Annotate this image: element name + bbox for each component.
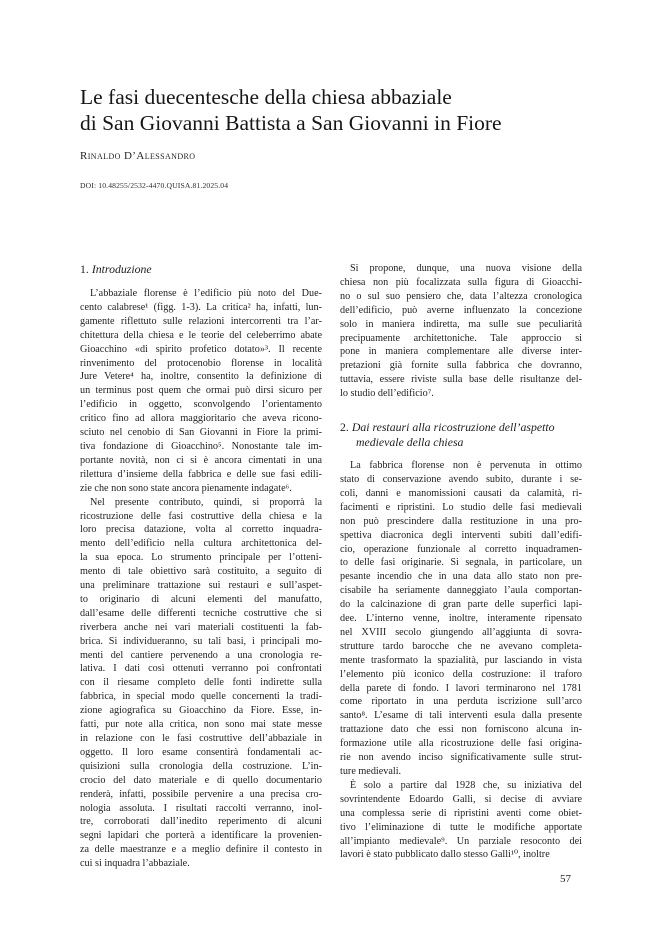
text-line: rinvenimento del protocenobio florense in località: [80, 357, 322, 369]
article-title: [80, 84, 600, 136]
text-line: sciuto nel cenobio di San Giovanni in Fiore la primi-: [80, 427, 322, 439]
page-number: 57: [560, 873, 571, 885]
right-column: [340, 262, 582, 862]
text-line: una complessa serie di ripristini aventi come obiet-: [340, 807, 582, 819]
text-line: tuttavia, essere riviste sulla base delle risultanze del-: [340, 374, 582, 386]
text-line: santo⁸. L’esame di tali interventi esula dalla presente: [340, 710, 582, 722]
text-line: precipuamente architettoniche. Tale approccio si: [340, 332, 582, 344]
text-line: za delle maestranze e a meglio definire il contesto in: [80, 844, 322, 856]
text-line: come riportato in una perduta iscrizione sull’arco: [340, 696, 582, 708]
text-line: pretazioni già fornite sulla fabbrica che dovranno,: [340, 360, 582, 372]
text-line: Jure Vetere⁴ ha, inoltre, consentito la definizione di: [80, 371, 322, 383]
text-line: pone in maniera complementare alle diverse inter-: [340, 346, 582, 358]
text-line: stato di conservazione avendo subito, durante i se-: [340, 473, 582, 485]
text-line: gamente riflettuto sulle relazioni intercorrenti tra l’ar-: [80, 315, 322, 327]
text-line: all’impianto medievale⁹. Un parziale resoconto dei: [340, 835, 582, 847]
section-1-text: [80, 287, 322, 871]
title-line: di San Giovanni Battista a San Giovanni in Fiore: [80, 111, 502, 135]
text-line: zie che non sono state ancora pienamente indagate⁶.: [80, 482, 292, 494]
text-line: un terminus post quem che ormai può dirsi sicuro per: [80, 385, 322, 397]
text-line: tiva fondazione di Gioacchino⁵. Nonostante tale im-: [80, 440, 322, 452]
title-line: Le fasi duecentesche della chiesa abbaziale: [80, 85, 452, 109]
text-line: chiesa non più focalizzata sulla figura di Gioacchi-: [340, 276, 582, 288]
text-line: formazione utile alla ricostruzione delle fasi origina-: [340, 738, 582, 750]
text-line: to delle fasi originarie. Si segnala, in particolare, un: [340, 557, 582, 569]
text-line: crocio del dato materiale e di quello documentario: [80, 774, 322, 786]
text-line: rie non avendo inciso significativamente sulle strut-: [340, 752, 582, 764]
text-line: L’abbaziale florense è l’edificio più noto del Due-: [90, 288, 322, 299]
text-line: in relazione con le fasi costruttive dell’abbaziale in: [80, 733, 322, 744]
text-line: lativa. I dati così ottenuti verranno poi confrontati: [80, 663, 322, 675]
text-line: fabbrica, in special modo quelle concernenti la tradi-: [80, 691, 322, 703]
text-line: fatti, pur note alla critica, non sono mai state messe: [80, 719, 322, 731]
text-line: con il riesame completo delle fonti indirette sulla: [80, 677, 322, 689]
text-line: della parete di fondo. I lavori terminarono nel 1781: [340, 682, 582, 694]
text-line: critico fino ad allora maggioritario che aveva ricono-: [80, 413, 322, 425]
text-line: pesante incendio che in una data allo stato non pre-: [340, 571, 582, 583]
text-line: sovrintendente Edoardo Galli, si decise di avviare: [340, 793, 582, 805]
text-line: do la calcinazione di gran parte delle superfici lapi-: [340, 599, 582, 611]
text-line: mento di tale obiettivo sarà costituito, a seguito di: [80, 566, 322, 578]
text-line: rilettura d’insieme della fabbrica e delle sue fasi edili-: [80, 468, 322, 480]
text-line: segni lapidari che porterà a identificare la provenien-: [80, 830, 322, 842]
text-line: Nel presente contributo, quindi, si proporrà la: [90, 496, 322, 508]
text-line: Si propone, dunque, una nuova visione della: [350, 263, 582, 274]
section-number: 1.: [80, 262, 89, 276]
doi: DOI: 10.48255/2532-4470.QUISA.81.2025.04: [80, 181, 229, 190]
text-line: riverbera anche nei vari materiali costituenti la fab-: [80, 621, 322, 633]
text-line: oggetto. Il loro esame consentirà fondamentali ac-: [80, 746, 322, 758]
left-column: [80, 262, 322, 871]
text-line: dell’edificio, può averne influenzato la concezione: [340, 304, 582, 316]
text-line: dall’esame delle differenti tecniche costruttive che si: [80, 607, 322, 619]
text-line: cisabile ha seriamente danneggiato l’aula comportan-: [340, 585, 582, 597]
text-line: solo in maniera indiretta, ma sulle sue peculiarità: [340, 318, 582, 330]
text-line: menti del cantiere pervenendo a una cronologia re-: [80, 649, 322, 661]
text-line: to originario di alcuni elementi del manufatto,: [80, 593, 322, 605]
text-line: l’edificio in oggetto, sconvolgendo l’orientamento: [80, 399, 322, 411]
text-line: cui si inquadra l’abbaziale.: [80, 858, 190, 870]
text-line: Gioacchino «di spirito profetico dotato»³. Il recente: [80, 343, 322, 355]
text-line: La fabbrica florense non è pervenuta in ottimo: [350, 460, 582, 472]
text-line: cio, operazione funzionale al corretto inquadramen-: [340, 543, 582, 555]
section-2-text: [340, 459, 582, 862]
text-line: brica. Si individueranno, su tali basi, i principali mo-: [80, 635, 322, 647]
text-line: portante novità, non ci si è ancora cimentati in una: [80, 454, 322, 466]
section-title: Dai restauri alla ricostruzione dell’aspetto medievale della chiesa: [351, 420, 555, 450]
section-1-continued-text: [340, 262, 582, 401]
author-name: Rinaldo D’Alessandro: [80, 150, 196, 162]
text-line: tivo l’eliminazione di tutte le modifiche apportate: [340, 821, 582, 833]
text-line: trattazione dato che essi non forniscono alcuna in-: [340, 724, 582, 736]
section-heading: [80, 262, 322, 277]
text-line: tre, corroborati dall’inedito reperimento di alcuni: [80, 816, 322, 828]
text-line: loro precisa datazione, volta al corretto inquadra-: [80, 524, 322, 536]
text-line: quisizioni sulla cronologia della costruzione. L’in-: [80, 760, 322, 772]
text-line: strutture tardo barocche che ne avevano completa-: [340, 640, 582, 652]
text-line: una preliminare trattazione sui restauri e sull’aspet-: [80, 580, 322, 592]
text-line: l’elemento più iconico della costruzione: il traforo: [340, 668, 582, 680]
section-number: 2.: [340, 420, 349, 435]
text-line: mente trasformato la spazialità, pur lasciando in vista: [340, 654, 582, 666]
text-line: non può prescindere dalla restituzione in una pro-: [340, 515, 582, 527]
text-line: nel XVIII secolo giungendo all’aggiunta di sovra-: [340, 626, 582, 638]
section-title: Introduzione: [91, 262, 152, 276]
text-line: mento dell’edificio nella cultura architettonica del-: [80, 538, 322, 550]
text-line: lavori è stato pubblicato dallo stesso Galli¹⁰, inoltre: [340, 849, 550, 861]
text-line: lo studio dell’edificio⁷.: [340, 388, 434, 400]
text-line: no o sul suo pensiero che, data l’altezza cronologica: [340, 290, 582, 302]
text-line: dee. L’interno venne, inoltre, interamente ripensato: [340, 613, 582, 625]
text-line: spettiva diacronica degli interventi subiti dall’edifi-: [340, 529, 582, 541]
text-line: chitettura della chiesa e le teorie del celeberrimo abate: [80, 329, 322, 341]
section-heading: [340, 420, 582, 450]
text-line: ricostruzione delle fasi costruttive della chiesa e la: [80, 510, 322, 522]
text-line: renderà, infatti, possibile pervenire a una precisa cro-: [80, 788, 322, 800]
text-line: cento calabrese¹ (figg. 1-3). La critica² ha, infatti, lun-: [80, 301, 322, 313]
text-line: facimenti e ripristini. Lo studio delle fasi medievali: [340, 501, 582, 513]
text-line: coli, danni e manomissioni causati da calamità, ri-: [340, 487, 582, 499]
text-line: nologia assoluta. I risultati raccolti verranno, inol-: [80, 802, 322, 814]
text-line: zione agiografica su Gioacchino da Fiore. Esse, in-: [80, 705, 322, 717]
text-line: ture medievali.: [340, 766, 402, 777]
text-line: È solo a partire dal 1928 che, su iniziativa del: [350, 779, 582, 791]
text-line: la sua epoca. Lo strumento principale per l’otteni-: [80, 552, 322, 564]
